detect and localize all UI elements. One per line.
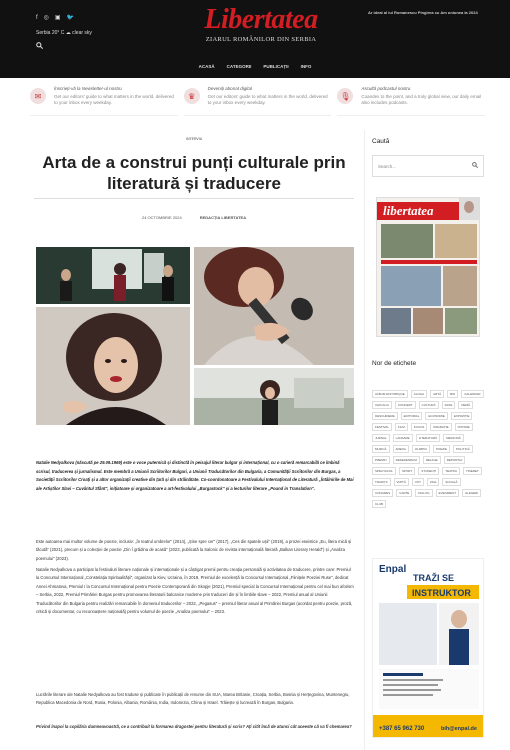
tag-item[interactable]: EVENIMENT <box>436 489 460 497</box>
tag-item[interactable]: CARTE <box>396 489 412 497</box>
twitter-icon[interactable]: 🐦 <box>66 15 75 21</box>
tag-item[interactable]: ALBUM HISTORIQUE <box>372 390 408 398</box>
tag-item[interactable]: ISTORIE <box>455 423 473 431</box>
tag-item[interactable]: REPORTAJ <box>444 456 466 464</box>
crown-icon: ♛ <box>184 88 200 104</box>
news-ticker[interactable]: Ar ideal al lui Romanescu Pingirea cu Am uniunea la 2024 <box>368 10 478 15</box>
feature-newsletter[interactable] <box>30 84 178 116</box>
tag-item[interactable]: TEATRU <box>442 467 460 475</box>
tag-item[interactable]: PREMIU <box>372 456 390 464</box>
site-header <box>0 0 510 78</box>
tag-item[interactable]: CALENDAR <box>461 390 483 398</box>
nav-item-info[interactable]: INFO <box>300 64 312 69</box>
article-paragraph: Lucrările literare ale Natalie Nedyalkova au fost traduse și publicate în publicații de renume din SUA, Marea Britanie, Croația, Serbia, Bosnia și Herțegovina, Muntenegru, Republica Macedonia de Nord, Rusia, Polonia, Albania, România, India, Indonezia, China și Israel. Trăiește și lucrează în Burgas, Bulgaria. <box>36 692 350 706</box>
article-title: Arta de a construi punți culturale prin literatură și traducere <box>42 153 346 193</box>
article-paragraph: Natalie Nedyalkova a participat la festivaluri literare naționale și internaționale și a câștigat premii pentru creația personală și activitatea de traducere, printre care: Premiul la Concursul Internațional „Constelația Spiritualității", organizat la Kiev, Ucraina, în 2019, Premiul de excelență la Concursul Internațional „Fiinițele Poeziei Ruse", dedicat Annei Ahmatova, Premiul I la Concursul Internațional pentru Poezie Contemporană din Skopje (2021), Premiul special la Concursul Internațional pentru cel mai bun aforism – Serbia, 2022, Premiul Primăriei Burgas pentru promovarea literaturii balcanice moderne prin traduceri din și în limbile slave – 2022, Premiul anual al Uniunii Traducătorilor din Bulgaria pentru realizări remarcabile în domeniul traducerilor – 2022, „Pegasus" – premiul literar anual al Primăriei Burgas (acordat pentru poezie, proză, critică și documentar, cu recunoaștere națională) pentru volumul de poezie „Analiza poemului" – 2023. <box>36 567 354 615</box>
article-meta <box>142 215 246 220</box>
feature-desc: Get our editors' guide to what matters in the world, delivered to your inbox every weekday. <box>54 94 174 105</box>
search-placeholder: Search... <box>378 163 397 169</box>
tag-item[interactable]: POLITICĂ <box>453 445 473 453</box>
photo-stage <box>36 247 190 304</box>
ad-phone: +387 65 962 730 <box>379 726 425 732</box>
tag-item[interactable]: EXPOZIȚIE <box>451 412 473 420</box>
feature-subscribe[interactable] <box>184 84 332 116</box>
title-divider <box>34 198 354 199</box>
tag-item[interactable]: POEZIE <box>433 445 450 453</box>
tag-item[interactable]: FOCUS <box>411 423 428 431</box>
envelope-icon: ✉ <box>30 88 46 104</box>
tag-item[interactable]: MUZICĂ <box>372 445 390 453</box>
article-paragraph: Este autoarea mai multor volume de poezie, inclusiv: „În teatrul umbrelor" (2014), „Șine spre cer" (2017), „Ces din spatele ușii" (2019), a prozei eseistice „Eu, litera mică și tăcută" (2021), precum și a colecției de poezie „Din î grădina de acasă" (2023, publicată la Salonic de revista internațională literară „Balkan Literary Herald") și „Analiza poemului" (2023). <box>36 539 352 561</box>
microphone-icon: 🎙 <box>337 88 353 104</box>
tag-item[interactable]: CULTURĂ <box>419 401 439 409</box>
tag-cloud <box>372 390 484 508</box>
tag-item[interactable]: RELIGIE <box>423 456 441 464</box>
ad-email: bih@enpal.de <box>441 726 477 732</box>
nav-item-publicatii[interactable]: PUBLICAȚII <box>263 64 289 69</box>
nav-item-acasa[interactable]: ACASĂ <box>198 64 215 69</box>
tag-item[interactable]: ARENA <box>393 445 409 453</box>
tags-heading: Nor de etichete <box>372 360 417 367</box>
article-question: Privind înapoi la copilăria dumneavoastră, ce a contribuit la formarea dragostei pentru literatură și scris? Ați citit încă de atunci cât aceeste că va fi chemarea? <box>36 724 352 729</box>
sidebar-divider <box>364 130 365 750</box>
tag-item[interactable]: EDITORIAL <box>401 412 423 420</box>
tag-item[interactable]: CHICALIA <box>372 401 392 409</box>
tag-item[interactable]: CONGRES <box>372 489 393 497</box>
tag-item[interactable]: ALEGERI <box>462 489 481 497</box>
enpal-ad[interactable] <box>372 558 484 738</box>
article-category[interactable]: INTERVIU <box>186 137 203 141</box>
cover-masthead: libertatea <box>383 203 434 218</box>
search-input[interactable] <box>372 155 484 177</box>
youtube-icon[interactable]: ▣ <box>54 15 61 21</box>
tag-item[interactable]: CONCERT <box>395 401 416 409</box>
tag-item[interactable]: DESCHIDERE <box>372 412 398 420</box>
site-logo[interactable] <box>196 5 326 43</box>
newspaper-cover[interactable] <box>376 197 480 337</box>
svg-text:TRAŽI SE: TRAŽI SE <box>413 573 455 583</box>
article-author[interactable]: REDACȚIA LIBERTATEA <box>199 215 247 220</box>
tag-item[interactable]: LITERATURĂ <box>416 434 440 442</box>
ad-brand: Enpal <box>379 564 407 575</box>
search-icon[interactable] <box>472 162 478 170</box>
tag-item[interactable]: ȘCOALĂ <box>442 478 460 486</box>
nav-item-categorii[interactable]: CATEGORII <box>226 64 252 69</box>
tag-item[interactable]: CLUB <box>372 500 386 508</box>
tag-item[interactable]: DIALOG <box>415 489 432 497</box>
tag-item[interactable]: ARTĂ <box>430 390 444 398</box>
tag-item[interactable]: VIZITĂ <box>394 478 409 486</box>
photo-portrait <box>36 307 190 425</box>
tag-item[interactable]: DEMĂ <box>458 401 473 409</box>
photo-landscape <box>194 368 354 425</box>
tag-item[interactable]: FILM <box>395 423 408 431</box>
tag-item[interactable]: SPECTACOL <box>372 467 396 475</box>
tag-item[interactable]: IMIGRAȚIE <box>430 423 451 431</box>
feature-boxes <box>30 84 485 116</box>
logo-subtitle: ZIARUL ROMÂNILOR DIN SERBIA <box>205 36 317 43</box>
tag-item[interactable]: TINERET <box>463 467 482 475</box>
tag-item[interactable]: OLIMPIA <box>412 445 430 453</box>
tag-item[interactable]: ECONOMIE <box>425 412 447 420</box>
tag-item[interactable]: TRADIȚII <box>372 478 391 486</box>
social-links <box>36 15 74 22</box>
tag-item[interactable]: BIO <box>447 390 458 398</box>
main-nav <box>0 64 510 69</box>
feature-desc: Coandex to the point, and a truly global view, our daily email also includes podcasts. <box>361 94 482 105</box>
tag-item[interactable]: FESTIVAL <box>372 423 392 431</box>
tag-item[interactable]: ALOGA <box>411 390 427 398</box>
photo-microphone <box>194 247 354 365</box>
feature-title: Deveniți abonat digital <box>207 86 252 91</box>
feature-desc: Get our editors' guide to what matters in the world, delivered to your inbox every weekday. <box>207 94 328 105</box>
article-date: 24 OCTOMBRIE 2024 <box>142 215 182 220</box>
tag-item[interactable]: MEDICINĂ <box>443 434 464 442</box>
article-lead: Natalie Nedyalkova (născută pe 29.09.1969) este o voce puternică și distinctă în peisajul literar bulgar și internațional, cu o carieră remarcabilă ce îmbină scrisul, traducerea și jurnalismul. Este membră a Uniunii Scriitorilor Bulgari, a Uniunii Traducătorilor din Bulgaria, a Comunității Scriitorilor din Burgas, a Societății Scriitorilor Croați și a altor organizații creative din țară și din străinătate. Co-coordonatoare a Festivalului Internațional de Literatură „Întâlnirile de Mai ale Artiștilor Slavi – Cuvântul Sfânt", inițiatoare și organizatoare a art-festivalului „Burgastock" și a lecturilor literare „Pound in Translation". <box>36 460 354 491</box>
search-heading: Caută <box>372 138 390 145</box>
tag-item[interactable]: REFERENDUM <box>393 456 420 464</box>
tag-item[interactable]: SPORT <box>399 467 415 475</box>
feature-title: Înscrieți-vă la Newsletter-ul nostru <box>54 86 122 91</box>
tag-item[interactable]: STUDENȚI <box>418 467 439 475</box>
tag-item[interactable]: DATE <box>442 401 456 409</box>
feature-title: Ascultă podcastul nostru <box>361 86 411 91</box>
svg-text:INSTRUKTOR: INSTRUKTOR <box>412 588 471 598</box>
feature-podcast[interactable] <box>337 84 485 116</box>
facebook-icon[interactable]: f <box>36 15 38 21</box>
tag-item[interactable]: JURNAL <box>372 434 390 442</box>
logo-name: Libertatea <box>204 4 318 35</box>
weather-widget: Serbia 20° C ☁ clear sky <box>36 30 92 36</box>
article-photo-collage[interactable] <box>36 247 354 425</box>
search-icon[interactable] <box>36 42 43 51</box>
tag-item[interactable]: LANSARE <box>393 434 413 442</box>
tag-item[interactable]: VOT <box>412 478 424 486</box>
instagram-icon[interactable]: ◎ <box>43 15 49 21</box>
tag-item[interactable]: ZILE <box>427 478 439 486</box>
